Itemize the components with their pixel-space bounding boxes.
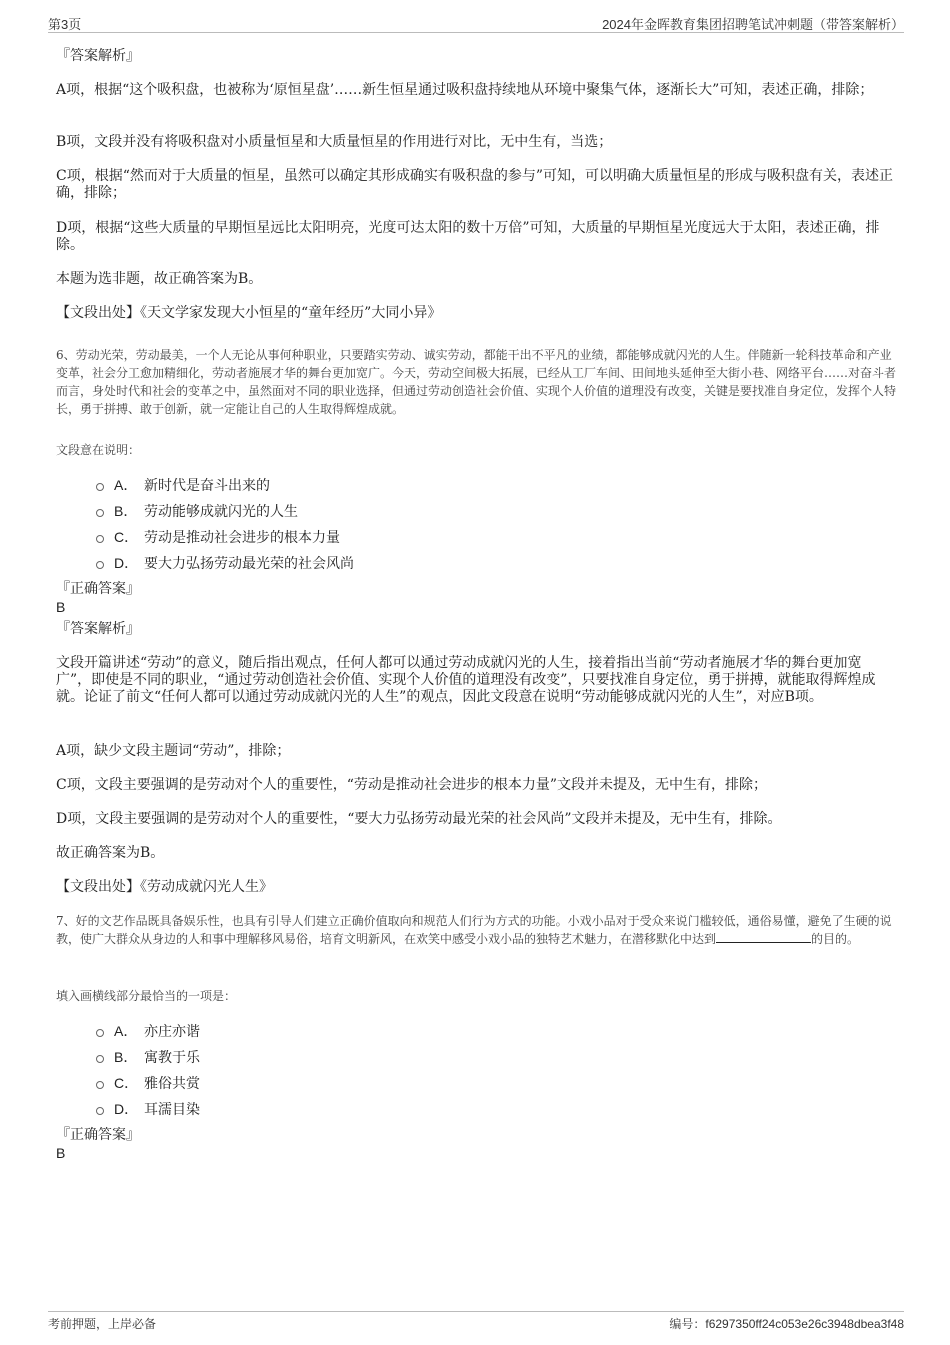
q6-source: 【文段出处】《劳动成就闪光人生》 (56, 879, 273, 895)
q7-answer: B (56, 1145, 66, 1161)
q5-analysis-c: C项，根据“然而对于大质量的恒星，虽然可以确定其形成确实有吸积盘的参与”可知，可以明确大质量恒星的形成与吸积盘有关，表述正确，排除； (56, 168, 894, 201)
page-number: 第3页 (48, 17, 82, 32)
option-key: A． (114, 1023, 138, 1039)
q7-text-before: 7、好的文艺作品既具备娱乐性，也具有引导人们建立正确价值取向和规范人们行为方式的功能。小戏小品对于受众来说门槛较低，通俗易懂，避免了生硬的说教，使广大群众从身边的人和事中理解移风易俗，培育文明新风，在欢笑中感受小戏小品的独特艺术魅力，在潜移默化中达到 (56, 914, 892, 946)
radio-icon[interactable] (96, 509, 104, 517)
radio-icon[interactable] (96, 1055, 104, 1063)
footer-slogan: 考前押题，上岸必备 (48, 1317, 157, 1331)
radio-icon[interactable] (96, 1029, 104, 1037)
q6-answer: B (56, 599, 66, 615)
radio-icon[interactable] (96, 535, 104, 543)
q6-prompt: 文段意在说明： (56, 443, 141, 457)
radio-icon[interactable] (96, 483, 104, 491)
q7-question-text (56, 912, 896, 948)
q6-analysis-label: 『答案解析』 (56, 621, 140, 637)
q5-analysis-label: 『答案解析』 (56, 48, 140, 64)
option-key: B． (114, 1049, 138, 1065)
q6-answer-label: 『正确答案』 (56, 581, 140, 597)
q5-analysis-d: D项，根据“这些大质量的早期恒星远比太阳明亮，光度可达太阳的数十万倍”可知，大质量的早期恒星光度远大于太阳，表述正确，排除。 (56, 220, 880, 253)
q6-conclusion: 故正确答案为B。 (56, 845, 165, 861)
q7-option-c[interactable] (96, 1073, 200, 1093)
q6-option-b[interactable] (96, 501, 298, 521)
radio-icon[interactable] (96, 561, 104, 569)
option-text: 要大力弘扬劳动最光荣的社会风尚 (144, 556, 354, 572)
option-text: 雅俗共赏 (144, 1076, 200, 1092)
q7-option-b[interactable] (96, 1047, 200, 1067)
page-footer (48, 1311, 904, 1336)
page-header (48, 12, 904, 33)
option-key: C． (114, 1075, 139, 1091)
q7-text-after: 的目的。 (811, 932, 860, 946)
radio-icon[interactable] (96, 1107, 104, 1115)
q5-source: 【文段出处】《天文学家发现大小恒星的“童年经历”大同小异》 (56, 305, 442, 321)
q7-option-a[interactable] (96, 1021, 200, 1041)
q5-analysis-a: A项，根据“这个吸积盘，也被称为‘原恒星盘’……新生恒星通过吸积盘持续地从环境中聚集气体，逐渐长大”可知，表述正确，排除； (56, 82, 874, 98)
option-text: 劳动能够成就闪光的人生 (144, 504, 298, 520)
q6-analysis-c: C项，文段主要强调的是劳动对个人的重要性，“劳动是推动社会进步的根本力量”文段并未提及，无中生有，排除； (56, 777, 768, 793)
q6-option-d[interactable] (96, 553, 354, 573)
option-key: B． (114, 503, 138, 519)
q6-question-text: 6、劳动光荣，劳动最美，一个人无论从事何种职业，只要踏实劳动、诚实劳动，都能干出不平凡的业绩，都能够成就闪光的人生。伴随新一轮科技革命和产业变革，社会分工愈加精细化，劳动者施展才华的舞台更加宽广。今天，劳动空间极大拓展，已经从工厂车间、田间地头延伸至大街小巷、网络平台……对奋斗者而言，身处时代和社会的变革之中，虽然面对不同的职业选择，但通过劳动创造社会价值、实现个人价值的道理没有改变，关键是要找准自身定位，发挥个人特长，勇于拼搏、敢于创新，就一定能让自己的人生取得辉煌成就。 (56, 348, 897, 416)
q7-answer-label: 『正确答案』 (56, 1127, 140, 1143)
q6-option-c[interactable] (96, 527, 340, 547)
fill-blank (716, 930, 811, 943)
q6-analysis-d: D项，文段主要强调的是劳动对个人的重要性，“要大力弘扬劳动最光荣的社会风尚”文段并未提及，无中生有，排除。 (56, 811, 782, 827)
option-key: D． (114, 555, 139, 571)
document-title: 2024年金晖教育集团招聘笔试冲刺题（带答案解析） (602, 17, 904, 32)
q6-analysis-a: A项，缺少文段主题词“劳动”，排除； (56, 743, 291, 759)
q7-prompt: 填入画横线部分最恰当的一项是： (56, 989, 237, 1003)
option-text: 劳动是推动社会进步的根本力量 (144, 530, 340, 546)
option-text: 寓教于乐 (144, 1050, 200, 1066)
option-key: D． (114, 1101, 139, 1117)
q7-option-d[interactable] (96, 1099, 200, 1119)
option-key: A． (114, 477, 138, 493)
option-key: C． (114, 529, 139, 545)
q5-analysis-b: B项，文段并没有将吸积盘对小质量恒星和大质量恒星的作用进行对比，无中生有，当选； (56, 134, 613, 150)
radio-icon[interactable] (96, 1081, 104, 1089)
option-text: 亦庄亦谐 (144, 1024, 200, 1040)
option-text: 新时代是奋斗出来的 (144, 478, 270, 494)
q5-conclusion: 本题为选非题，故正确答案为B。 (56, 271, 263, 287)
document-code: 编号：f6297350ff24c053e26c3948dbea3f48 (669, 1317, 904, 1331)
q6-option-a[interactable] (96, 475, 270, 495)
option-text: 耳濡目染 (144, 1102, 200, 1118)
q6-analysis-main: 文段开篇讲述“劳动”的意义，随后指出观点，任何人都可以通过劳动成就闪光的人生，接着指出当前“劳动者施展才华的舞台更加宽广”，即使是不同的职业，“通过劳动创造社会价值、实现个人价值的道理没有改变”，只要找准自身定位，勇于拼搏，就能取得辉煌成就。论证了前文“任何人都可以通过劳动成就闪光的人生”的观点，因此文段意在说明“劳动能够成就闪光的人生”，对应B项。 (56, 655, 876, 705)
